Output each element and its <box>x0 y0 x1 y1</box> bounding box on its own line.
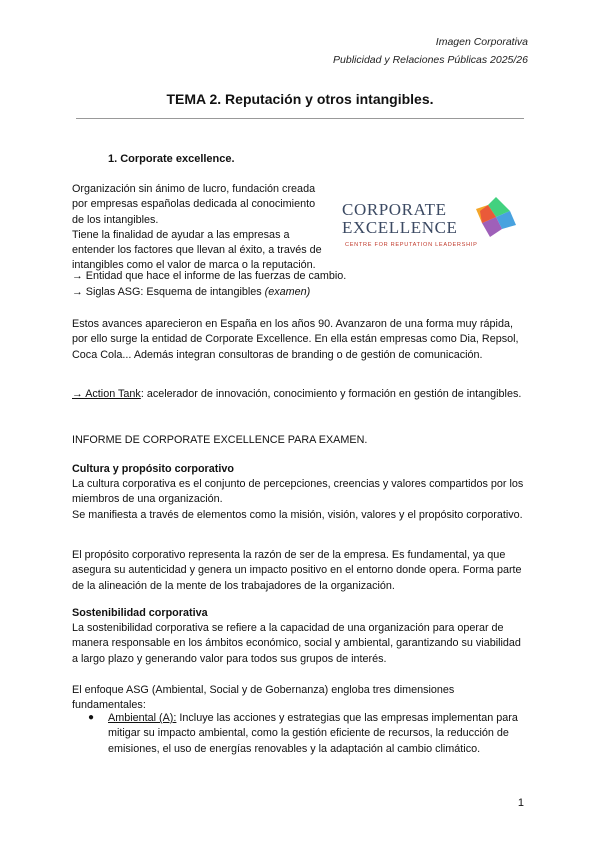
bullet-label: Ambiental (A): <box>108 712 177 724</box>
intro-line: entender los factores que llevan al éxito, a través de <box>72 244 322 257</box>
culture-paragraph-1 <box>72 477 528 523</box>
action-tank-label: → Action Tank <box>72 388 141 400</box>
intro-paragraph <box>72 182 337 274</box>
advances-paragraph: Estos avances aparecieron en España en los años 90. Avanzaron de una forma muy rápida, por ello surge la entidad de Corporate Excellence. En ella están empresas como Dia, Repsol, Coca Cola... Además integran consultoras de branding o de gestión de comunicación. <box>72 318 519 361</box>
action-tank-text: : acelerador de innovación, conocimiento y formación en gestión de intangibles. <box>140 388 522 400</box>
arrow-note-2 <box>72 285 528 300</box>
bullet-text: Incluye las acciones y estrategias que las empresas implementan para mitigar su impacto ambiental, como la gestión eficiente de recursos, la reducción de emisiones, el uso de energías renovables y la adaptación al cambio climático. <box>108 712 518 755</box>
culture-heading: Cultura y propósito corporativo <box>72 463 234 475</box>
bullet-icon: ● <box>88 712 95 723</box>
intro-line: por empresas españolas dedicada al conocimiento <box>72 198 316 211</box>
sustainability-paragraph: La sostenibilidad corporativa se refiere a la capacidad de una organización para operar de manera responsable en los ámbitos económico, social y ambiental, garantizando su viabilidad a largo plazo y generando valor para todos sus grupos de interés. <box>72 622 521 665</box>
intro-line: de los intangibles. <box>72 213 159 226</box>
culture-sentence: Se manifiesta a través de elementos como la misión, visión, valores y el propósito corporativo. <box>72 508 523 521</box>
logo-text-line1: CORPORATE <box>342 200 447 219</box>
culture-paragraph-2: El propósito corporativo representa la razón de ser de la empresa. Es fundamental, ya que asegura su autenticidad y genera un impacto positivo en el entorno donde opera. Forma parte de la alineación de la mente de los trabajadores de la organización. <box>72 549 522 592</box>
logo-subtitle: CENTRE FOR REPUTATION LEADERSHIP <box>345 242 478 248</box>
header-course-name: Imagen Corporativa <box>435 36 528 48</box>
asg-intro: El enfoque ASG (Ambiental, Social y de Gobernanza) engloba tres dimensiones fundamentales: <box>72 684 455 712</box>
culture-sentence: La cultura corporativa es el conjunto de percepciones, creencias y valores compartidos por los miembros de una organización. <box>72 478 524 506</box>
corporate-excellence-logo <box>342 192 522 252</box>
document-title: TEMA 2. Reputación y otros intangibles. <box>166 91 434 107</box>
logo-text-line2: EXCELLENCE <box>342 218 458 237</box>
report-note: INFORME DE CORPORATE EXCELLENCE PARA EXAMEN. <box>72 434 368 446</box>
title-divider <box>76 118 524 119</box>
intro-line: Tiene la finalidad de ayudar a las empresas a <box>72 228 290 241</box>
intro-line: Organización sin ánimo de lucro, fundación creada <box>72 183 316 195</box>
sustainability-heading: Sostenibilidad corporativa <box>72 607 208 619</box>
intro-line: intangibles como el valor de marca o la reputación. <box>72 259 316 272</box>
arrow-note-1: → Entidad que hace el informe de las fuerzas de cambio. <box>72 270 347 282</box>
page-number: 1 <box>517 797 524 809</box>
arrow-note-2-text: → Siglas ASG: Esquema de intangibles <box>72 286 265 298</box>
section-heading: 1. Corporate excellence. <box>108 153 235 165</box>
header-course-year: Publicidad y Relaciones Públicas 2025/26 <box>333 54 528 66</box>
bullet-item-ambiental <box>108 711 523 757</box>
action-tank-paragraph <box>72 387 528 402</box>
exam-note: (examen) <box>264 286 311 298</box>
logo-mark-icon <box>474 195 518 239</box>
